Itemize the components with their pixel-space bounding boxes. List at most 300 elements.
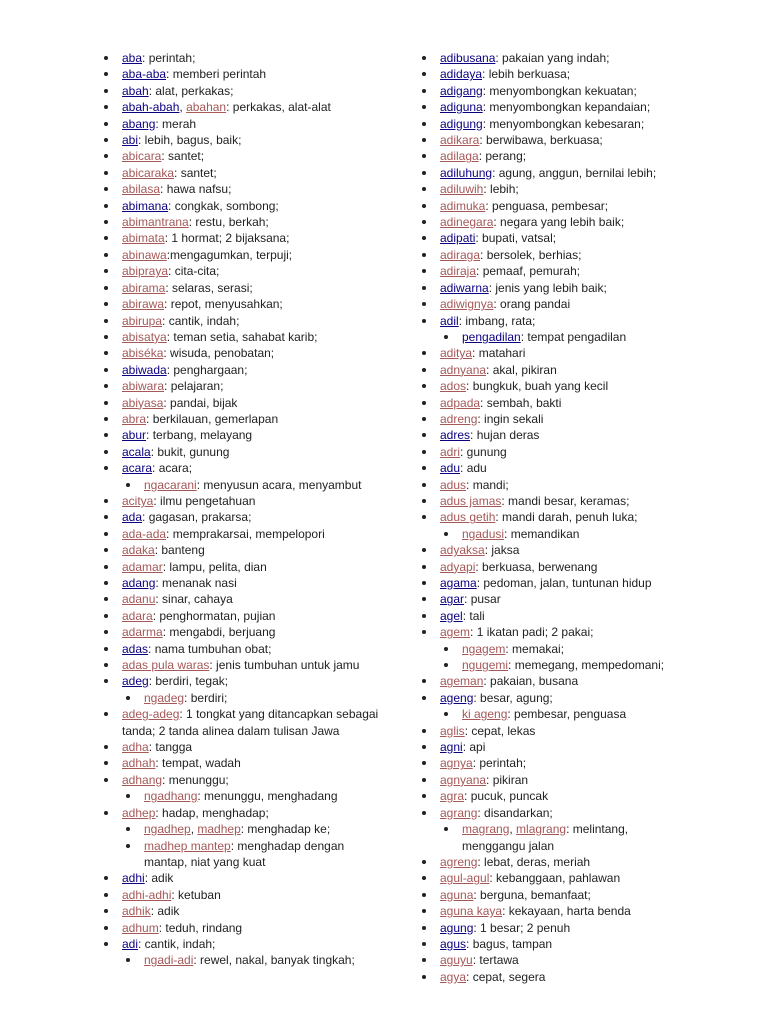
definition-text: : menanak nasi [155, 576, 237, 590]
list-item [418, 608, 678, 624]
list-item [418, 427, 678, 443]
definition-text: : mengabdi, berjuang [162, 625, 276, 640]
word-link[interactable]: adha [122, 740, 149, 755]
word-link[interactable]: aguna [440, 887, 474, 902]
definition-text: : bupati, vatsal; [475, 231, 557, 246]
word-link[interactable]: adigung [440, 116, 483, 131]
list-item [100, 870, 380, 886]
word-link[interactable]: adreng [440, 411, 478, 426]
definition-text: : wisuda, penobatan; [163, 346, 275, 361]
word-link[interactable]: adu [440, 461, 461, 476]
list-item [418, 198, 678, 214]
definition-text: : gunung [460, 444, 507, 459]
word-link[interactable]: aguyu [440, 953, 473, 968]
list-item [100, 444, 380, 460]
sub-list-item [100, 690, 380, 706]
list-item [418, 542, 678, 558]
list-item [418, 952, 678, 968]
list-item [418, 132, 678, 148]
definition-text: : pikiran [486, 772, 529, 787]
definition-text: : lampu, pelita, dian [162, 559, 267, 574]
list-item [100, 378, 380, 394]
word-link[interactable]: adigang [440, 83, 483, 98]
list-item [418, 509, 678, 525]
word-link[interactable]: abiwara [122, 379, 165, 394]
word-link[interactable]: agung [440, 920, 474, 935]
definition-text: : menghadap dengan mantap, niat yang kuat [144, 838, 345, 869]
definition-text: : tempat pengadilan [520, 329, 627, 344]
list-item [418, 772, 678, 788]
list-item [100, 641, 380, 657]
definition-text: , [509, 822, 517, 837]
definition-text: : kekayaan, harta benda [502, 904, 631, 919]
list-item [418, 66, 678, 82]
definition-text: : api [462, 740, 486, 755]
list-item [100, 313, 380, 329]
word-link[interactable]: abirupa [122, 313, 163, 328]
list-item [418, 477, 678, 493]
definition-text: : negara yang lebih baik; [493, 215, 625, 230]
list-item [418, 214, 678, 230]
list-item [418, 690, 678, 706]
definition-text: : orang pandai [493, 297, 571, 312]
definition-text: : mandi besar, keramas; [501, 493, 630, 508]
word-link[interactable]: adhah [122, 756, 156, 771]
list-item [100, 362, 380, 378]
word-link[interactable]: adiraja [440, 264, 477, 279]
definition-text: : santet; [174, 165, 217, 180]
definition-text: : bersolek, berhias; [480, 247, 582, 262]
list-item [100, 526, 380, 542]
definition-text: : jenis tumbuhan untuk jamu [209, 658, 360, 673]
definition-text: : repot, menyusahkan; [164, 297, 283, 312]
definition-text: : lebih, bagus, baik; [138, 133, 242, 148]
definition-text: : 1 besar; 2 penuh [473, 920, 571, 935]
list-item [418, 280, 678, 296]
word-link[interactable]: adamar [122, 559, 163, 574]
word-link[interactable]: agem [440, 625, 471, 640]
definition-text: : berkuasa, berwenang [475, 559, 598, 574]
word-link[interactable]: adres [440, 428, 471, 443]
definition-text: : acara; [152, 461, 193, 476]
word-link[interactable]: adipati [440, 231, 476, 246]
word-link[interactable]: ada-ada [122, 526, 167, 541]
definition-text: : teman setia, sahabat karib; [166, 329, 318, 344]
word-link[interactable]: adarma [122, 625, 163, 640]
list-item [100, 148, 380, 164]
word-link[interactable]: adang [122, 576, 156, 590]
word-link[interactable]: aguna kaya [440, 904, 503, 919]
word-link[interactable]: ngacarani [144, 477, 197, 492]
word-link[interactable]: ngadeg [144, 690, 185, 705]
word-link[interactable]: agni [440, 740, 463, 755]
word-link[interactable]: adri [440, 444, 461, 459]
word-link[interactable]: abicara [122, 149, 162, 164]
definition-text: : 1 ikatan padi; 2 pakai; [470, 625, 594, 640]
word-link[interactable]: ngadi-adi [144, 953, 194, 968]
list-item [100, 657, 380, 673]
word-link[interactable]: agnyana [440, 772, 487, 787]
word-link[interactable]: abisatya [122, 329, 167, 344]
word-link[interactable]: ki ageng [462, 707, 508, 722]
definition-text: : disandarkan; [477, 805, 553, 820]
list-item [418, 723, 678, 739]
word-link[interactable]: adimuka [440, 198, 486, 213]
list-item [418, 673, 678, 689]
word-link[interactable]: adhi [122, 871, 145, 886]
word-link[interactable]: adyapi [440, 559, 476, 574]
definition-text: : gagasan, prakarsa; [142, 510, 252, 525]
list-item [418, 591, 678, 607]
word-link[interactable]: abimana [122, 198, 169, 213]
list-item [100, 247, 380, 263]
sub-list-item [418, 329, 678, 345]
definition-text: : hadap, menghadap; [155, 805, 269, 820]
word-link[interactable]: ngadhep [144, 822, 191, 837]
list-item [418, 870, 678, 886]
word-link[interactable]: adiguna [440, 100, 483, 115]
word-link[interactable]: abilasa [122, 182, 161, 197]
definition-text: : mandi darah, penuh luka; [495, 510, 638, 525]
sub-list-item [418, 657, 678, 673]
word-link[interactable]: agya [440, 969, 467, 984]
list-item [418, 887, 678, 903]
list-item [418, 920, 678, 936]
list-item [100, 214, 380, 230]
list-item [100, 50, 380, 66]
definition-text: : berkilauan, gemerlapan [146, 411, 279, 426]
word-link[interactable]: agreng [440, 854, 478, 869]
word-link[interactable]: adus [440, 477, 467, 492]
word-link[interactable]: magrang [462, 822, 510, 837]
word-link[interactable]: madhep [197, 822, 241, 837]
definition-text: : kebanggaan, pahlawan [489, 871, 621, 886]
list-item [418, 739, 678, 755]
word-link[interactable]: acala [122, 444, 151, 459]
definition-text: : cita-cita; [168, 264, 220, 279]
word-link[interactable]: adus getih [440, 510, 496, 525]
list-item [418, 313, 678, 329]
word-link[interactable]: acitya [122, 493, 154, 508]
word-link[interactable]: abirawa [122, 297, 165, 312]
word-link[interactable]: aba [122, 51, 143, 65]
sub-list-item [418, 526, 678, 542]
list-item [100, 460, 380, 476]
definition-text: : adik [150, 904, 180, 919]
word-link[interactable]: ngadusi [462, 526, 505, 541]
word-link[interactable]: adpada [440, 395, 481, 410]
definition-text: : menyombongkan kepandaian; [482, 100, 651, 115]
sub-list-item [100, 952, 380, 968]
definition-text: : sinar, cahaya [155, 592, 233, 607]
word-link[interactable]: adiluhung [440, 165, 493, 180]
list-item [418, 50, 678, 66]
definition-text: : bukit, gunung [150, 444, 230, 459]
definition-text: : adik [144, 871, 174, 886]
list-item [418, 969, 678, 985]
definition-text: : teduh, rindang [158, 920, 243, 935]
list-item [418, 181, 678, 197]
list-item [100, 263, 380, 279]
word-link[interactable]: abahan [186, 100, 227, 115]
definition-text: : alat, perkakas; [148, 83, 234, 98]
list-item [418, 83, 678, 99]
word-link[interactable]: abiséka [122, 346, 164, 361]
word-link[interactable]: abirama [122, 280, 166, 295]
sub-list-item [100, 821, 380, 837]
word-link[interactable]: agnya [440, 756, 473, 771]
definition-text: : berdiri, tegak; [148, 674, 229, 689]
word-link[interactable]: adas [122, 641, 149, 656]
word-link[interactable]: adidaya [440, 67, 483, 82]
entries-column-right [418, 50, 678, 985]
definition-text: : restu, berkah; [188, 215, 269, 230]
definition-text: : cepat, lekas [464, 723, 536, 738]
word-link[interactable]: adikara [440, 133, 480, 148]
word-link[interactable]: abi [122, 133, 139, 148]
word-link[interactable]: agama [440, 576, 477, 590]
definition-text: : selaras, serasi; [165, 280, 253, 295]
word-link[interactable]: pengadilan [462, 329, 521, 344]
list-item [418, 936, 678, 952]
list-item [100, 198, 380, 214]
definition-text: : memegang, mempedomani; [508, 658, 665, 673]
definition-text: : lebat, deras, meriah [477, 854, 591, 869]
list-item [100, 739, 380, 755]
list-item [418, 165, 678, 181]
list-item [418, 575, 678, 591]
list-item [418, 903, 678, 919]
definition-text: : tangga [148, 740, 193, 755]
list-item [100, 772, 380, 788]
list-item [100, 345, 380, 361]
definition-text: : pakaian yang indah; [495, 51, 610, 65]
word-link[interactable]: adibusana [440, 51, 496, 65]
list-item [418, 263, 678, 279]
list-item [100, 411, 380, 427]
word-link[interactable]: abra [122, 411, 147, 426]
word-link[interactable]: agra [440, 789, 465, 804]
word-link[interactable]: adiluwih [440, 182, 484, 197]
word-link[interactable]: agar [440, 592, 465, 607]
word-link[interactable]: ada [122, 510, 143, 525]
list-item [418, 493, 678, 509]
definition-text: : perintah; [142, 51, 196, 65]
definition-text: : penghargaan; [166, 362, 248, 377]
word-link[interactable]: ngagem [462, 641, 506, 656]
word-link[interactable]: adiwarna [440, 280, 489, 295]
list-item [100, 83, 380, 99]
list-item [100, 427, 380, 443]
definition-text: : penghormatan, pujian [152, 608, 276, 623]
word-link[interactable]: adas pula waras [122, 658, 210, 673]
list-item [100, 230, 380, 246]
definition-text: : pemaaf, pemurah; [476, 264, 581, 279]
definition-text: : pelajaran; [164, 379, 224, 394]
word-link[interactable]: abiwada [122, 362, 167, 377]
definition-text: : ketuban [171, 887, 221, 902]
word-link[interactable]: adhi-adhi [122, 887, 172, 902]
word-link[interactable]: ngadhang [144, 789, 198, 804]
word-link[interactable]: adhep [122, 805, 156, 820]
definition-text: :mengagumkan, terpuji; [166, 247, 293, 262]
word-link[interactable]: adnyana [440, 362, 487, 377]
word-link[interactable]: adilaga [440, 149, 479, 164]
list-item [100, 575, 380, 591]
definition-text: : merah [155, 116, 197, 131]
list-item [418, 230, 678, 246]
list-item [100, 165, 380, 181]
definition-text: : berdiri; [184, 690, 228, 705]
definition-text: : perintah; [472, 756, 527, 771]
word-link[interactable]: adil [440, 313, 459, 328]
word-link[interactable]: ngugemi [462, 658, 509, 673]
definition-text: : lebih; [483, 182, 519, 197]
list-item [100, 542, 380, 558]
definition-text: : adu [460, 461, 487, 476]
list-item [100, 395, 380, 411]
definition-text: , [190, 822, 198, 837]
word-link[interactable]: agrang [440, 805, 478, 820]
definition-text: : jenis yang lebih baik; [488, 280, 607, 295]
word-link[interactable]: adhik [122, 904, 151, 919]
word-link[interactable]: abur [122, 428, 147, 443]
list-item [418, 395, 678, 411]
word-link[interactable]: abang [122, 116, 156, 131]
definition-text: : tali [462, 608, 485, 623]
definition-text: : 1 tongkat yang ditancapkan sebagai tanda; 2 tanda alinea dalam tulisan Jawa [122, 707, 379, 738]
word-link[interactable]: abicaraka [122, 165, 175, 180]
definition-text: : menyombongkan kekuatan; [482, 83, 637, 98]
definition-text: : santet; [161, 149, 205, 164]
word-link[interactable]: adhum [122, 920, 159, 935]
definition-text: : akal, pikiran [486, 362, 557, 377]
word-link[interactable]: ados [440, 379, 467, 394]
word-link[interactable]: acara [122, 461, 153, 476]
definition-text: : tempat, wadah [155, 756, 241, 771]
word-link[interactable]: abiyasa [122, 395, 164, 410]
sub-list-item [418, 706, 678, 722]
definition-text: : pandai, bijak [163, 395, 238, 410]
list-item [418, 148, 678, 164]
word-link[interactable]: aba-aba [122, 67, 167, 82]
word-link[interactable]: mlagrang [516, 822, 567, 837]
definition-text: : agung, anggun, bernilai lebih; [492, 165, 657, 180]
word-link[interactable]: adiwignya [440, 297, 494, 312]
list-item [100, 887, 380, 903]
word-link[interactable]: abah [122, 83, 149, 98]
list-item [418, 559, 678, 575]
definition-text: : menghadap ke; [240, 822, 331, 837]
definition-text: : cantik, indah; [162, 313, 240, 328]
word-link[interactable]: adara [122, 608, 153, 623]
definition-text: : penguasa, pembesar; [485, 198, 609, 213]
entry-list [100, 50, 380, 969]
word-link[interactable]: agel [440, 608, 463, 623]
word-link[interactable]: adyaksa [440, 543, 485, 558]
definition-text: : ingin sekali [477, 411, 544, 426]
word-link[interactable]: adinegara [440, 215, 494, 230]
list-item [418, 788, 678, 804]
word-link[interactable]: abah-abah [122, 100, 180, 115]
word-link[interactable]: agus [440, 936, 467, 951]
word-link[interactable]: abipraya [122, 264, 169, 279]
definition-text: : bungkuk, buah yang kecil [466, 379, 609, 394]
definition-text: : menunggu, menghadang [197, 789, 338, 804]
word-link[interactable]: madhep mantep [144, 838, 231, 853]
word-link[interactable]: adus jamas [440, 493, 502, 508]
list-item [100, 920, 380, 936]
list-item [418, 624, 678, 640]
word-link[interactable]: ageman [440, 674, 484, 689]
word-link[interactable]: aditya [440, 346, 473, 361]
list-item [100, 99, 380, 115]
entry-list [418, 50, 678, 985]
definition-text: : besar, agung; [473, 690, 553, 705]
list-item [100, 493, 380, 509]
list-item [418, 247, 678, 263]
word-link[interactable]: adaka [122, 543, 155, 558]
word-link[interactable]: adhang [122, 772, 163, 787]
word-link[interactable]: ageng [440, 690, 474, 705]
definition-text: : berwibawa, berkuasa; [479, 133, 603, 148]
word-link[interactable]: adeg [122, 674, 149, 689]
definition-text: : matahari [472, 346, 526, 361]
definition-text: : memprakarsai, mempelopori [166, 526, 325, 541]
list-item [100, 805, 380, 821]
definition-text: : rewel, nakal, banyak tingkah; [193, 953, 355, 968]
word-link[interactable]: adeg-adeg [122, 707, 180, 722]
word-link[interactable]: abinawa [122, 247, 167, 262]
list-item [100, 673, 380, 689]
list-item [418, 99, 678, 115]
list-item [418, 854, 678, 870]
word-link[interactable]: adanu [122, 592, 156, 607]
definition-text: : nama tumbuhan obat; [148, 641, 272, 656]
list-item [418, 116, 678, 132]
word-link[interactable]: aglis [440, 723, 465, 738]
word-link[interactable]: abimantrana [122, 215, 189, 230]
definition-text: : menunggu; [162, 772, 229, 787]
word-link[interactable]: abimata [122, 231, 165, 246]
word-link[interactable]: agul-agul [440, 871, 490, 886]
definition-text: : terbang, melayang [146, 428, 253, 443]
list-item [100, 591, 380, 607]
definition-text: : imbang, rata; [458, 313, 536, 328]
sub-list-item [100, 788, 380, 804]
sub-list-item [418, 821, 678, 854]
list-item [100, 706, 380, 739]
definition-text: : melintang, menggangu jalan [462, 822, 629, 853]
list-item [100, 608, 380, 624]
list-item [418, 345, 678, 361]
definition-text: : ilmu pengetahuan [153, 493, 256, 508]
word-link[interactable]: adiraga [440, 247, 481, 262]
list-item [100, 559, 380, 575]
list-item [418, 805, 678, 821]
word-link[interactable]: adi [122, 936, 139, 951]
list-item [100, 903, 380, 919]
list-item [100, 509, 380, 525]
entries-column-left [100, 50, 380, 969]
definition-text: : cepat, segera [466, 969, 546, 984]
list-item [100, 296, 380, 312]
definition-text: : pusar [464, 592, 501, 607]
definition-text: : pucuk, puncak [464, 789, 549, 804]
definition-text: : pembesar, penguasa [507, 707, 627, 722]
sub-list-item [100, 477, 380, 493]
definition-text: : berguna, bemanfaat; [473, 887, 591, 902]
